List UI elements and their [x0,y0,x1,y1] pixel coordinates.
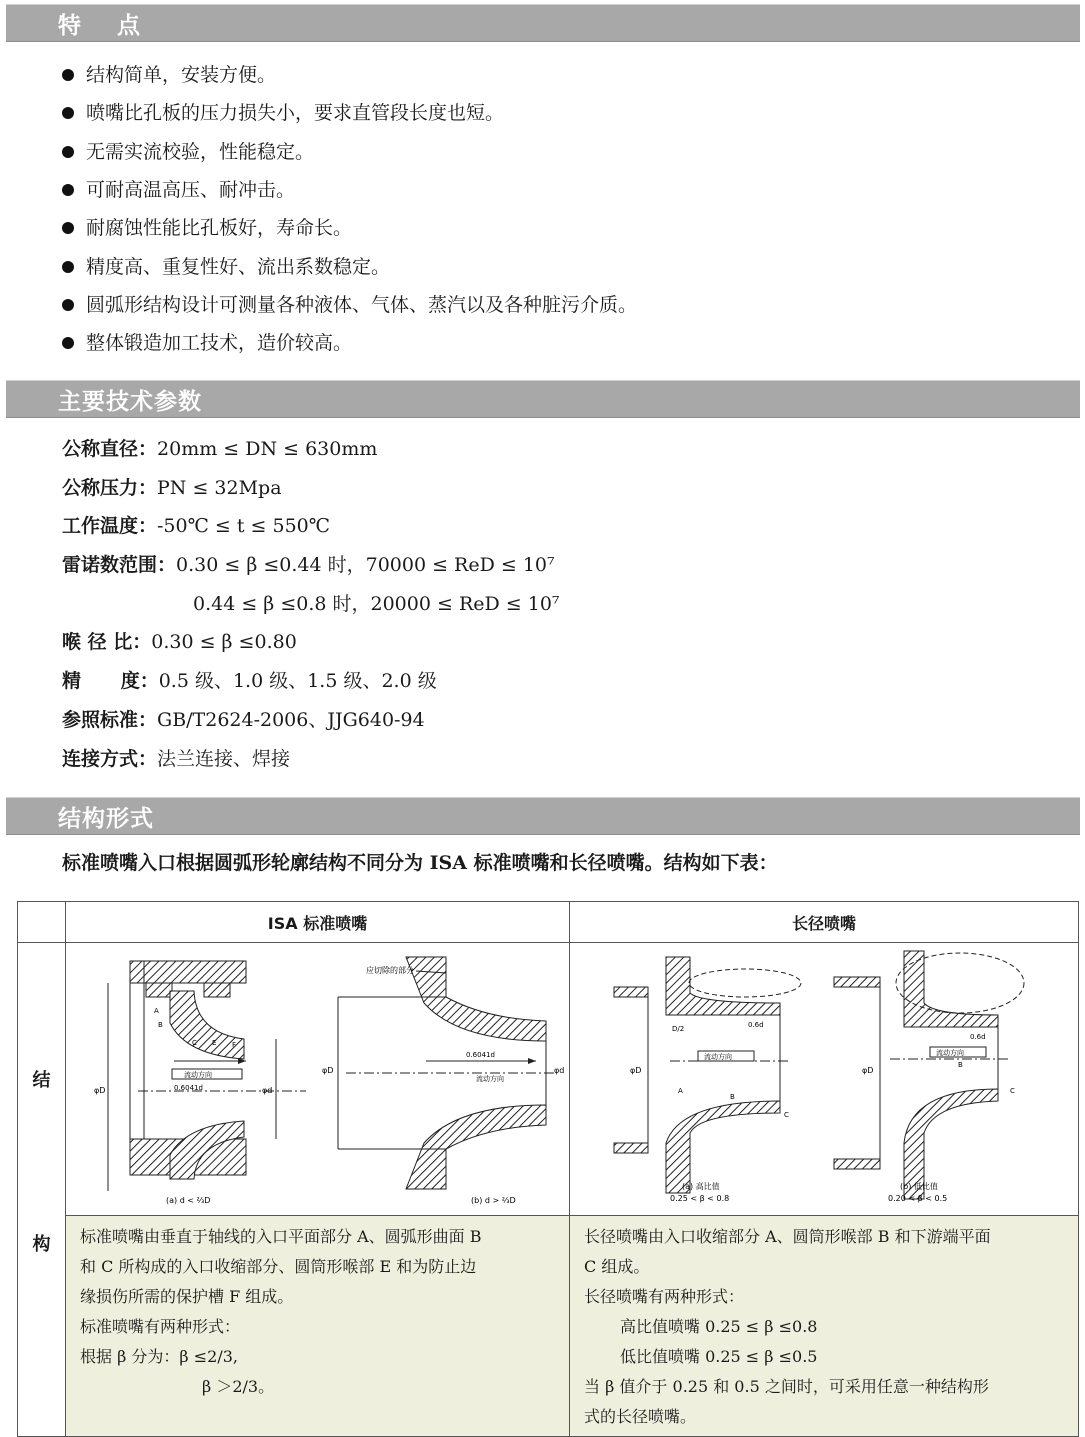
svg-text:A: A [154,1007,159,1015]
params-list [62,432,560,780]
isa-nozzle-description: 标准喷嘴由垂直于轴线的入口平面部分 A、圆弧形曲面 B 和 C 所构成的入口收缩部分、圆筒形喉部 E 和为防止边 缘损伤所需的保护槽 F 组成。 标准喷嘴有两种形式： 根据 β 分为：β ≤2/3, β ＞2/3。 [66,1216,570,1437]
param-row [62,625,560,664]
isa-figure-a [94,961,306,1205]
svg-text:0.6041d: 0.6041d [466,1051,495,1059]
svg-text:D/2: D/2 [672,1025,685,1033]
svg-text:F: F [232,1041,237,1049]
svg-text:E: E [212,1039,217,1047]
bullet-icon [62,337,74,349]
bullet-icon [62,107,74,119]
features-list [62,56,637,362]
svg-text:流动方向: 流动方向 [184,1071,212,1079]
param-label: 工作温度： [62,515,158,538]
long-radius-figure-b [834,951,1024,1203]
svg-text:B: B [958,1061,963,1069]
svg-text:B: B [730,1093,735,1101]
svg-text:φd: φd [262,1086,273,1095]
svg-text:流动方向: 流动方向 [936,1049,964,1057]
table-corner [18,902,66,943]
param-label: 公称压力： [62,476,158,499]
param-row [62,471,560,510]
section-title-structure: 结构形式 [58,806,154,832]
long-radius-nozzle-description: 长径喷嘴由入口收缩部分 A、圆筒形喉部 B 和下游端平面 C 组成。 长径喷嘴有两种形式： 高比值喷嘴 0.25 ≤ β ≤0.8 低比值喷嘴 0.25 ≤ β ≤0.5 当 β 值介于 0.25 和 0.5 之间时，可采用任意一种结构形 式的长径喷嘴。 [570,1216,1079,1437]
param-label: 参照标准： [62,708,158,731]
section-header-structure [6,797,1080,835]
list-item: 整体锻造加工技术，造价较高。 [62,324,637,362]
structure-intro: 标准喷嘴入口根据圆弧形轮廓结构不同分为 ISA 标准喷嘴和长径喷嘴。结构如下表： [62,852,778,874]
param-label: 连接方式： [62,747,158,770]
bullet-icon [62,184,74,196]
param-label: 精 度： [62,670,159,693]
isa-nozzle-diagram [66,943,569,1211]
svg-text:B: B [158,1021,163,1029]
param-row [62,587,560,626]
param-value: 0.44 ≤ β ≤0.8 时，20000 ≤ ReD ≤ 10⁷ [193,592,560,615]
svg-text:φD: φD [322,1066,334,1075]
param-label: 公称直径： [62,438,158,460]
isa-nozzle-figure-cell [66,943,570,1216]
param-value: -50℃ ≤ t ≤ 550℃ [157,515,331,538]
isa-figure-b [322,957,564,1205]
long-radius-nozzle-diagram [570,943,1078,1211]
svg-text:0.20 < β < 0.5: 0.20 < β < 0.5 [888,1194,948,1203]
list-item: 精度高、重复性好、流出系数稳定。 [62,247,637,285]
svg-text:(a) 高比值: (a) 高比值 [682,1182,720,1191]
section-title-params: 主要技术参数 [58,389,202,415]
long-radius-figure-a [614,957,801,1203]
param-row [62,703,560,742]
svg-text:C: C [1010,1087,1015,1095]
param-label: 喉 径 比： [62,631,152,654]
param-row [62,664,560,703]
svg-text:C: C [192,1039,197,1047]
param-row [62,432,560,471]
bullet-icon [62,299,74,311]
bullet-icon [62,222,74,234]
param-row [62,742,560,781]
list-item: 结构简单，安装方便。 [62,56,637,94]
column-header-long-radius: 长径喷嘴 [570,902,1079,943]
long-radius-nozzle-figure-cell [570,943,1079,1216]
list-item: 耐腐蚀性能比孔板好，寿命长。 [62,209,637,247]
param-value: PN ≤ 32Mpa [157,476,282,499]
svg-text:0.25 < β < 0.8: 0.25 < β < 0.8 [670,1194,730,1203]
column-header-isa: ISA 标准喷嘴 [66,902,570,943]
list-item: 圆弧形结构设计可测量各种液体、气体、蒸汽以及各种脏污介质。 [62,286,637,324]
list-item: 无需实流校验，性能稳定。 [62,133,637,171]
param-value: 0.5 级、1.0 级、1.5 级、2.0 级 [158,670,437,693]
svg-text:φD: φD [94,1086,106,1095]
svg-text:流动方向: 流动方向 [704,1053,732,1061]
list-item: 可耐高温高压、耐冲击。 [62,171,637,209]
param-value: 20mm ≤ DN ≤ 630mm [157,438,378,460]
svg-text:0.6041d: 0.6041d [174,1084,203,1092]
param-value: 0.30 ≤ β ≤0.80 [151,631,297,654]
param-label: 雷诺数范围： [62,554,177,577]
svg-text:φD: φD [862,1066,874,1075]
section-title-features: 特 点 [58,13,155,39]
svg-text:φD: φD [630,1066,642,1075]
svg-text:(b) 低比值: (b) 低比值 [900,1182,938,1191]
svg-text:应切除的部分: 应切除的部分 [366,966,414,975]
param-row [62,548,560,587]
svg-text:φd: φd [554,1066,565,1075]
param-value: 0.30 ≤ β ≤0.44 时，70000 ≤ ReD ≤ 10⁷ [176,554,555,577]
svg-text:(b) d > ⅔D: (b) d > ⅔D [471,1196,516,1205]
svg-text:(a) d < ⅔D: (a) d < ⅔D [166,1196,211,1205]
bullet-icon [62,261,74,273]
svg-text:0.6d: 0.6d [748,1021,764,1029]
list-item: 喷嘴比孔板的压力损失小，要求直管段长度也短。 [62,94,637,132]
svg-text:流动方向: 流动方向 [476,1075,504,1083]
svg-text:C: C [784,1111,789,1119]
structure-table [17,901,1079,1437]
bullet-icon [62,146,74,158]
param-row [62,509,560,548]
side-label-top: 结 [18,943,66,1216]
param-value: GB/T2624-2006、JJG640-94 [157,708,425,731]
svg-text:A: A [678,1087,683,1095]
bullet-icon [62,69,74,81]
section-header-params [6,380,1080,418]
svg-text:0.6d: 0.6d [970,1033,986,1041]
param-value: 法兰连接、焊接 [157,747,291,770]
section-header-features [6,4,1080,42]
side-label-bottom: 构 [18,1216,66,1437]
